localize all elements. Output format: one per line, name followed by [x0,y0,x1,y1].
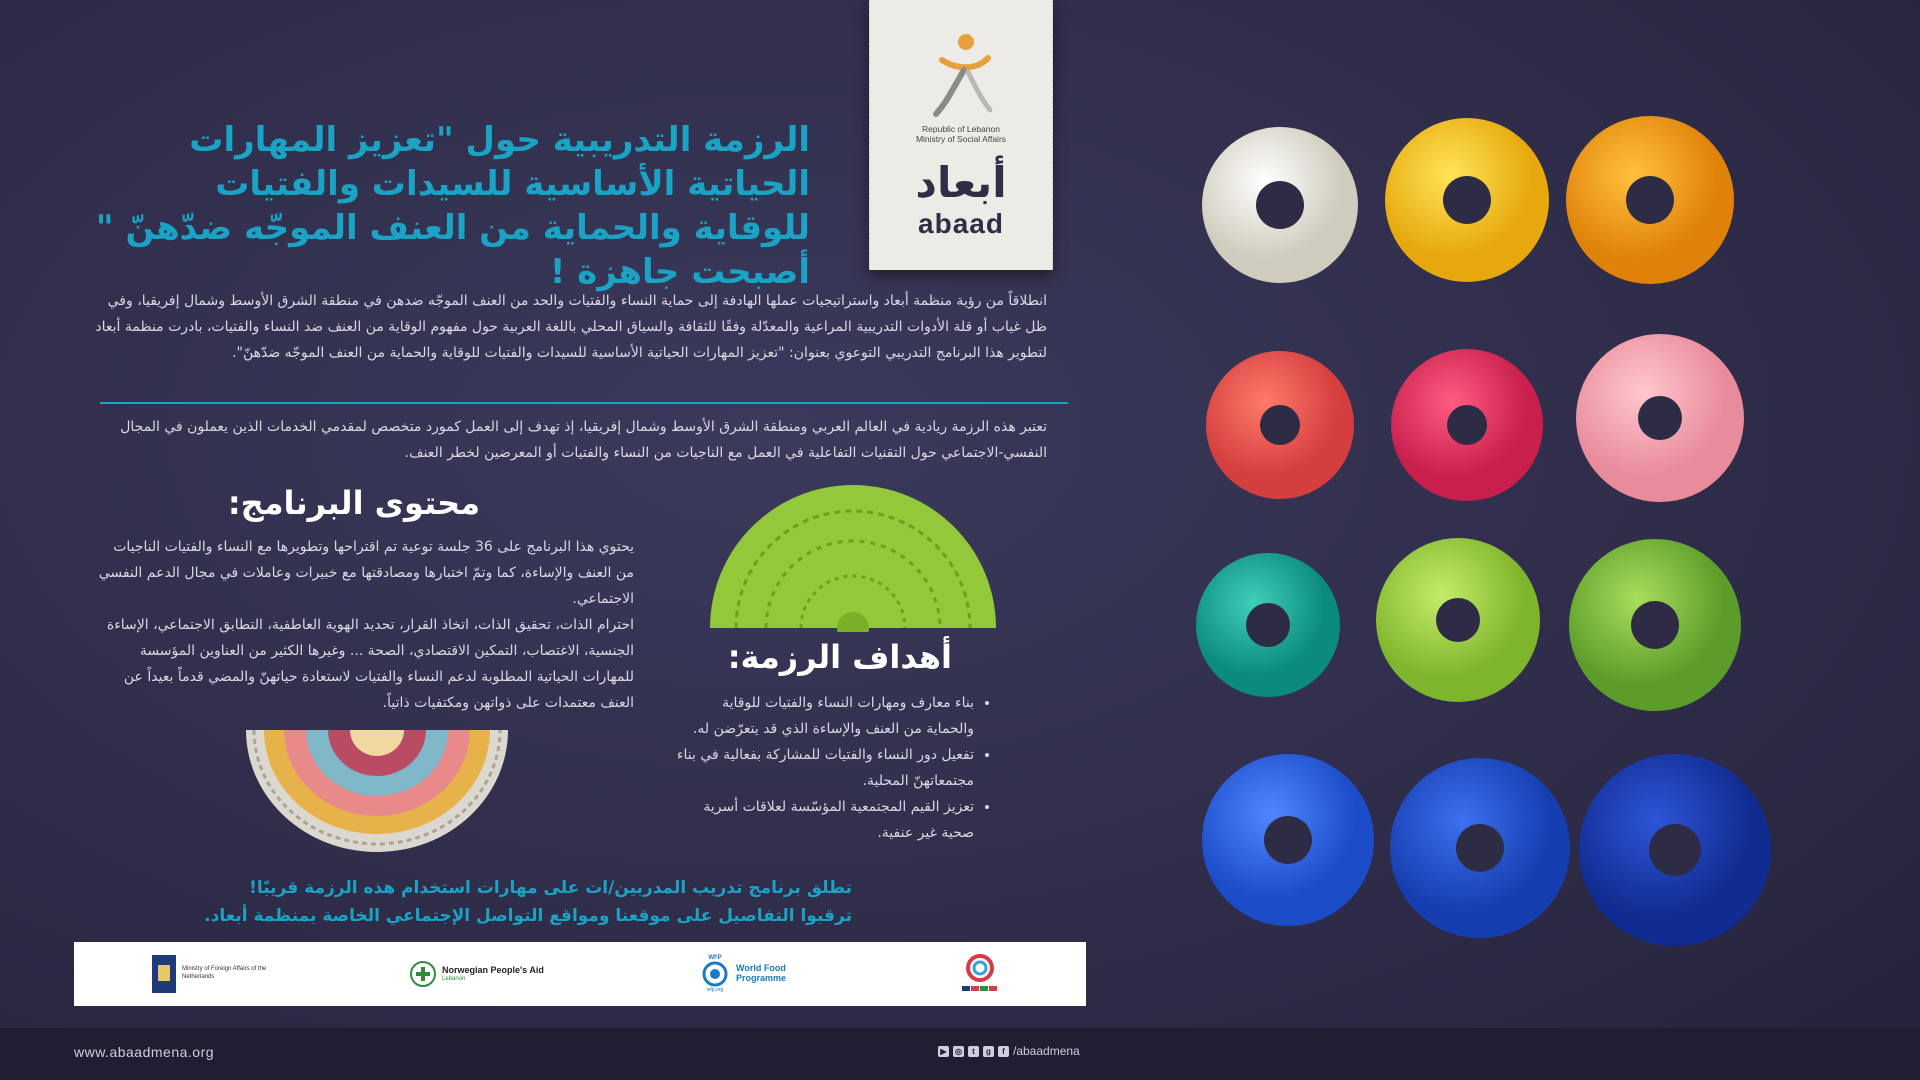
green-crochet-doily-icon [706,484,1000,632]
goal-item: • تفعيل دور النساء والفتيات للمشاركة بفعالية في بناء مجتمعاتهنّ المحلية. [674,742,974,794]
yarn-ball-red [1206,351,1354,499]
wfp-top: WFP [708,955,722,961]
ministry-logo-icon [922,30,1002,120]
goal-item: • بناء معارف ومهارات النساء والفتيات للوقاية والحماية من العنف والإساءة الذي قد يتعرّضن له. [674,690,974,742]
content-text-2: احترام الذات، تحقيق الذات، اتخاذ القرار، تحديد الهوية العاطفية، التطابق الاجتماعي، الإساءة الجنسية، الاغتصاب، التمكين الاقتصادي، الصحة ... وغيرها الكثير من العناوين المؤسسة للمهارات الحياتية المطلوبة لدعم النساء والفتيات لاستعادة حياتهنّ والمضي قدماً بعيداً عن العنف معتمدات على ذواتهن ومكتفيات ذاتياً. [106,617,634,711]
content-heading: محتوى البرنامج: [227,484,480,522]
wfp-line-2: Programme [736,973,787,983]
footer-bar [0,1028,1920,1080]
call-to-action: تطلق برنامج تدريب المدربين/ات على مهارات استخدام هذه الرزمة قريبًا! ترقبوا التفاصيل على موقعنا ومواقع التواصل الإجتماعي الخاصة بمنظمة أبعاد. [204,878,852,926]
yarn-ball-blue-light [1202,754,1374,926]
social-links [938,1044,1080,1058]
content-text-1: يحتوي هذا البرنامج على 36 جلسة توعية تم اقتراحها وتطويرها مع النساء والفتيات الناجيات من العنف والإساءة، كما وتمّ اختبارها ومصادقتها مع خبيرات وعاملات في مجال الدعم النفسي الاجتماعي. [98,539,634,607]
yarn-ball-blue-dark [1579,754,1771,946]
google-plus-icon[interactable]: g [983,1046,994,1057]
partner-npa [410,942,544,1006]
abaad-logo-arabic: أبعاد [915,158,1007,207]
wfp-wreath-icon [700,961,730,987]
intro-paragraph: انطلاقاً من رؤية منظمة أبعاد واستراتيجيات عملها الهادفة إلى حماية النساء والفتيات والحد من العنف الموجّه ضدهن في منطقة الشرق الأوسط وشمال إفريقيا، وفي ظل غياب أو قلة الأدوات التدريبية المراعية والمعدّلة وفقًا للثقافة والسياق المحلي باللغة العربية حول مفهوم الوقاية من العنف ضد النساء والفتيات، بادرت منظمة أبعاد لتطوير هذا البرنامج التدريبي التوعوي بعنوان: "تعزيز المهارات الحياتية الأساسية للسيدات والفتيات للوقاية والحماية من العنف الموجّه ضدّهنّ". [95,293,1047,361]
yarn-ball-lime [1376,538,1540,702]
ministry-text [870,124,1052,144]
twitter-icon[interactable]: t [968,1046,979,1057]
facebook-icon[interactable]: f [998,1046,1009,1057]
partner-arab-network [962,942,998,1006]
netherlands-line-1: Ministry of Foreign Affairs of the [182,966,267,973]
arab-network-logo-icon [962,954,998,994]
youtube-icon[interactable]: ▶ [938,1046,949,1057]
yarn-ball-green [1569,539,1741,711]
ministry-line-2: Ministry of Social Affairs [915,134,1007,145]
netherlands-crest-icon [152,955,176,993]
content-text [94,534,634,716]
goals-heading: أهداف الرزمة: [727,638,952,676]
yarn-ball-magenta [1391,349,1543,501]
abaad-logo-english: abaad [918,208,1004,239]
yarn-ball-white [1202,127,1358,283]
goal-item: • تعزيز القيم المجتمعية المؤسّسة لعلاقات أسرية صحية غير عنفية. [674,794,974,846]
yarn-ball-pink [1576,334,1744,502]
goals-list [674,690,992,846]
multicolor-crochet-doily-icon [244,728,510,854]
partner-netherlands [152,942,266,1006]
yarn-balls-grid [1190,100,1830,980]
social-handle[interactable]: /abaadmena [1013,1044,1080,1058]
yarn-ball-orange [1566,116,1734,284]
ministry-line-1: Republic of Lebanon [922,124,1000,134]
instagram-icon[interactable]: ◎ [953,1046,964,1057]
website-link[interactable]: www.abaadmena.org [74,1044,215,1060]
npa-logo-icon [410,961,436,987]
wfp-line-1: World Food [736,963,786,974]
partner-wfp [700,942,786,1006]
yarn-ball-teal [1196,553,1340,697]
npa-name: Norwegian People's Aid [442,965,544,976]
divider [100,402,1068,404]
netherlands-line-2: Netherlands [182,974,215,980]
fabric-label [869,0,1053,270]
yarn-ball-yellow [1385,118,1549,282]
yarn-ball-blue [1390,758,1570,938]
page-title: الرزمة التدريبية حول "تعزيز المهارات الحياتية الأساسية للسيدات والفتيات للوقاية والحماية من العنف الموجّه ضدّهنّ " أصبحت جاهزة ! [95,120,810,292]
pioneer-paragraph: تعتبر هذه الرزمة ريادية في العالم العربي ومنطقة الشرق الأوسط وشمال إفريقيا، إذ تهدف إلى العمل كمورد متخصص لمقدمي الخدمات الذين يعملون في المجال النفسي-الاجتماعي حول التقنيات التفاعلية في العمل مع الناجيات من النساء والفتيات أو المعرضين لخطر العنف. [120,419,1047,461]
partners-logo-strip [74,942,1086,1006]
npa-sub: Lebanon [442,975,466,982]
wfp-sub: wfp.org [706,987,724,993]
